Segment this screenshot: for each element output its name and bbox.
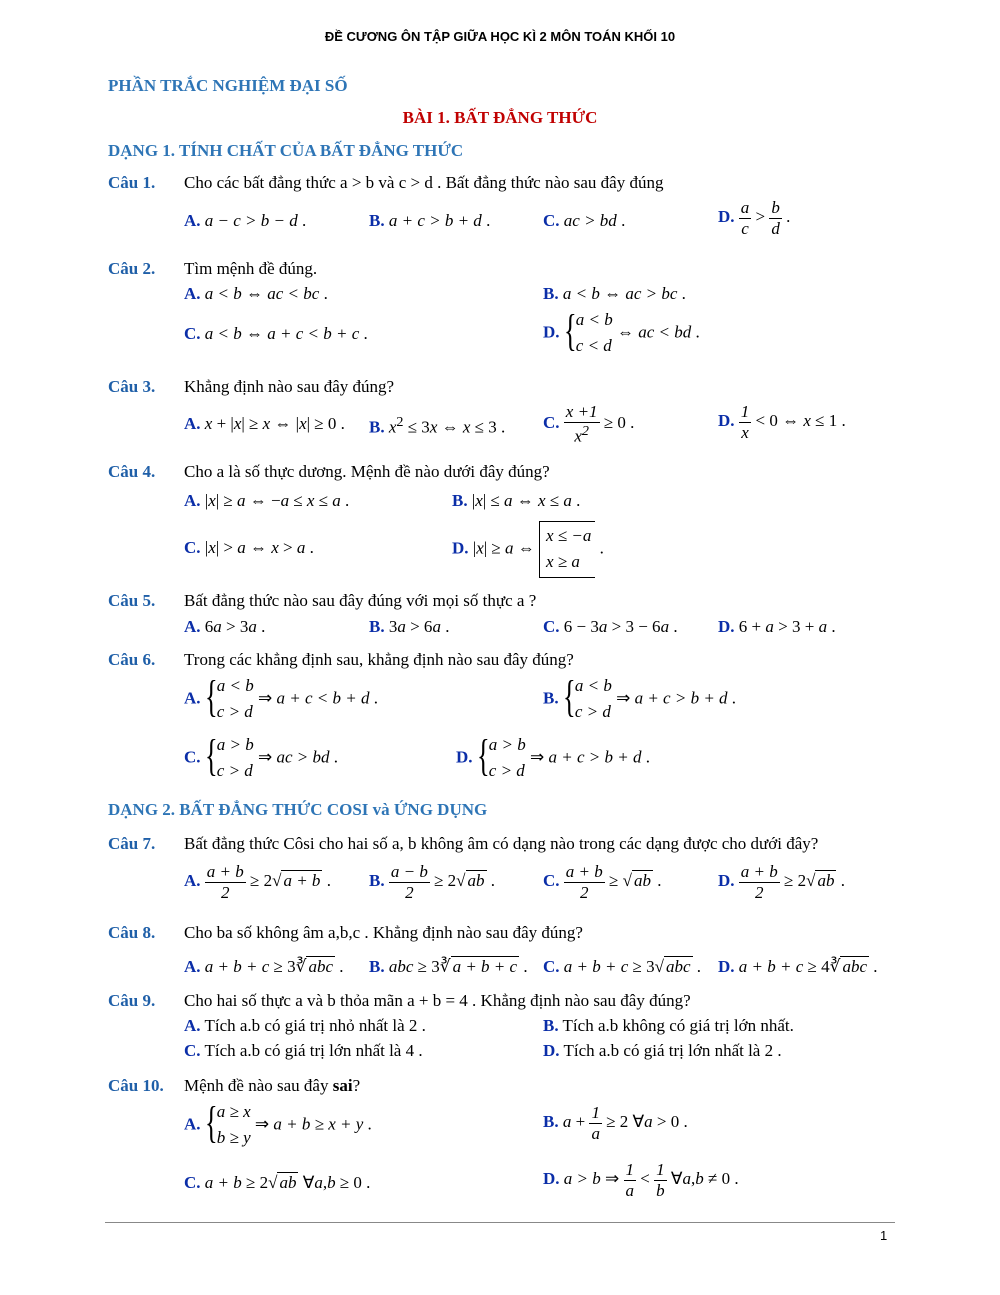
question-number: Câu 5. xyxy=(108,591,156,610)
option-a: A. a + b + c ≥ 3∛ abc . xyxy=(184,957,344,976)
question-number: Câu 4. xyxy=(108,462,156,481)
option-a: A. 6a > 3a . xyxy=(184,617,266,636)
option-b: B. $\frac{a - b}{2}$ ≥ 2√ ab . xyxy=(369,862,496,902)
question-text: Trong các khẳng định sau, khẳng định nào sau đây đúng? xyxy=(184,650,574,669)
question-text: Khẳng định nào sau đây đúng? xyxy=(184,377,395,396)
option-c: C. ac > bd . xyxy=(543,211,626,230)
question-text: Cho ba số không âm a,b,c . Khẳng định nào sau đây đúng? xyxy=(184,923,583,942)
option-a: A. $\frac{a + b}{2}$ ≥ 2√ a + b . xyxy=(184,862,331,902)
option-b: B. a + c > b + d . xyxy=(369,211,491,230)
option-b: B. abc ≥ 3∛ a + b + c . xyxy=(369,957,528,976)
option-c: C. |x| > a ⇔ x > a . xyxy=(184,538,314,557)
lesson-title: BÀI 1. BẤT ĐẲNG THỨC xyxy=(402,108,598,127)
option-d: D. { a < b c < d ⇔ ac < bd . xyxy=(543,306,700,356)
question-text: Cho các bất đẳng thức a > b và c > d . Bất đẳng thức nào sau đây đúng xyxy=(184,173,664,192)
option-a: A. Tích a.b có giá trị nhỏ nhất là 2 . xyxy=(184,1016,426,1035)
option-a: A. { a ≥ x b ≥ y ⇒ a + b ≥ x + y . xyxy=(184,1098,372,1148)
option-b: B. Tích a.b không có giá trị lớn nhất. xyxy=(543,1016,794,1035)
option-b: B. a + $\frac{1}{a}$ ≥ 2 ∀a > 0 . xyxy=(543,1103,688,1143)
question-number: Câu 1. xyxy=(108,173,156,192)
part-title: PHẦN TRẮC NGHIỆM ĐẠI SỐ xyxy=(108,76,348,95)
question-number: Câu 6. xyxy=(108,650,156,669)
question-text: Bất đẳng thức nào sau đây đúng với mọi số thực a ? xyxy=(184,591,537,610)
question-number: Câu 3. xyxy=(108,377,156,396)
section-title-1: DẠNG 1. TÍNH CHẤT CỦA BẤT ĐẲNG THỨC xyxy=(108,141,464,160)
option-c: C. $\frac{x +1}{x^2}$ ≥ 0 . xyxy=(543,402,635,446)
option-c: C. { a > b c > d ⇒ ac > bd . xyxy=(184,731,339,781)
option-a: A. |x| ≥ a ⇔ −a ≤ x ≤ a . xyxy=(184,491,350,510)
question-text: Cho a là số thực dương. Mệnh đề nào dưới đây đúng? xyxy=(184,462,550,481)
page-number: 1 xyxy=(880,1228,888,1243)
option-d: D. Tích a.b có giá trị lớn nhất là 2 . xyxy=(543,1041,782,1060)
option-a: A. { a < b c > d ⇒ a + c < b + d . xyxy=(184,672,378,722)
option-b: B. a < b ⇔ ac > bc . xyxy=(543,284,686,303)
option-d: D. $\frac{1}{x}$ < 0 ⇔ x ≤ 1 . xyxy=(718,402,846,442)
option-d: D. 6 + a > 3 + a . xyxy=(718,617,836,636)
option-c: C. Tích a.b có giá trị lớn nhất là 4 . xyxy=(184,1041,423,1060)
option-a: A. a − c > b − d . xyxy=(184,211,307,230)
option-b: B. 3a > 6a . xyxy=(369,617,450,636)
option-d: D. { a > b c > d ⇒ a + c > b + d . xyxy=(456,731,650,781)
option-d: D. |x| ≥ a ⇔ x ≤ −a x ≥ a . xyxy=(452,521,604,578)
option-b: B. { a < b c > d ⇒ a + c > b + d . xyxy=(543,672,737,722)
question-text: Tìm mệnh đề đúng. xyxy=(184,259,318,278)
option-d: D. a > b ⇒ $\frac{1}{a}$ < $\frac{1}{b}$ ∀a,b ≠ 0 . xyxy=(543,1160,739,1200)
question-number: Câu 7. xyxy=(108,834,156,853)
option-c: C. a + b + c ≥ 3√ abc . xyxy=(543,957,702,976)
option-d: D. a + b + c ≥ 4∛ abc . xyxy=(718,957,878,976)
option-c: C. a + b ≥ 2√ ab ∀a,b ≥ 0 . xyxy=(184,1173,371,1192)
section-title-2: DẠNG 2. BẤT ĐẲNG THỨC COSI và ỨNG DỤNG xyxy=(108,800,488,819)
option-a: A. a < b ⇔ ac < bc . xyxy=(184,284,328,303)
question-text: Mệnh đề nào sau đây sai? xyxy=(184,1076,361,1095)
question-number: Câu 10. xyxy=(108,1076,164,1095)
question-number: Câu 8. xyxy=(108,923,156,942)
question-number: Câu 2. xyxy=(108,259,156,278)
option-c: C. a < b ⇔ a + c < b + c . xyxy=(184,324,368,343)
question-text: Bất đẳng thức Côsi cho hai số a, b không âm có dạng nào trong các dạng được cho dưới đây? xyxy=(184,834,819,853)
option-d: D. $\frac{a + b}{2}$ ≥ 2√ ab . xyxy=(718,862,845,902)
option-c: C. $\frac{a + b}{2}$ ≥ √ ab . xyxy=(543,862,662,902)
question-number: Câu 9. xyxy=(108,991,156,1010)
option-c: C. 6 − 3a > 3 − 6a . xyxy=(543,617,678,636)
option-d: D. $\frac{a}{c}$ > $\frac{b}{d}$ . xyxy=(718,198,791,238)
option-b: B. |x| ≤ a ⇔ x ≤ a . xyxy=(452,491,581,510)
option-a: A. x + |x| ≥ x ⇔ |x| ≥ 0 . xyxy=(184,414,345,433)
footer-divider xyxy=(105,1222,895,1223)
option-b: B. $x^2 \le 3x$ ⇔ x ≤ 3 . xyxy=(369,414,506,437)
page-header: ĐỀ CƯƠNG ÔN TẬP GIỮA HỌC KÌ 2 MÔN TOÁN KHỐI 10 xyxy=(324,29,676,44)
question-text: Cho hai số thực a và b thỏa mãn a + b = 4 . Khẳng định nào sau đây đúng? xyxy=(184,991,691,1010)
